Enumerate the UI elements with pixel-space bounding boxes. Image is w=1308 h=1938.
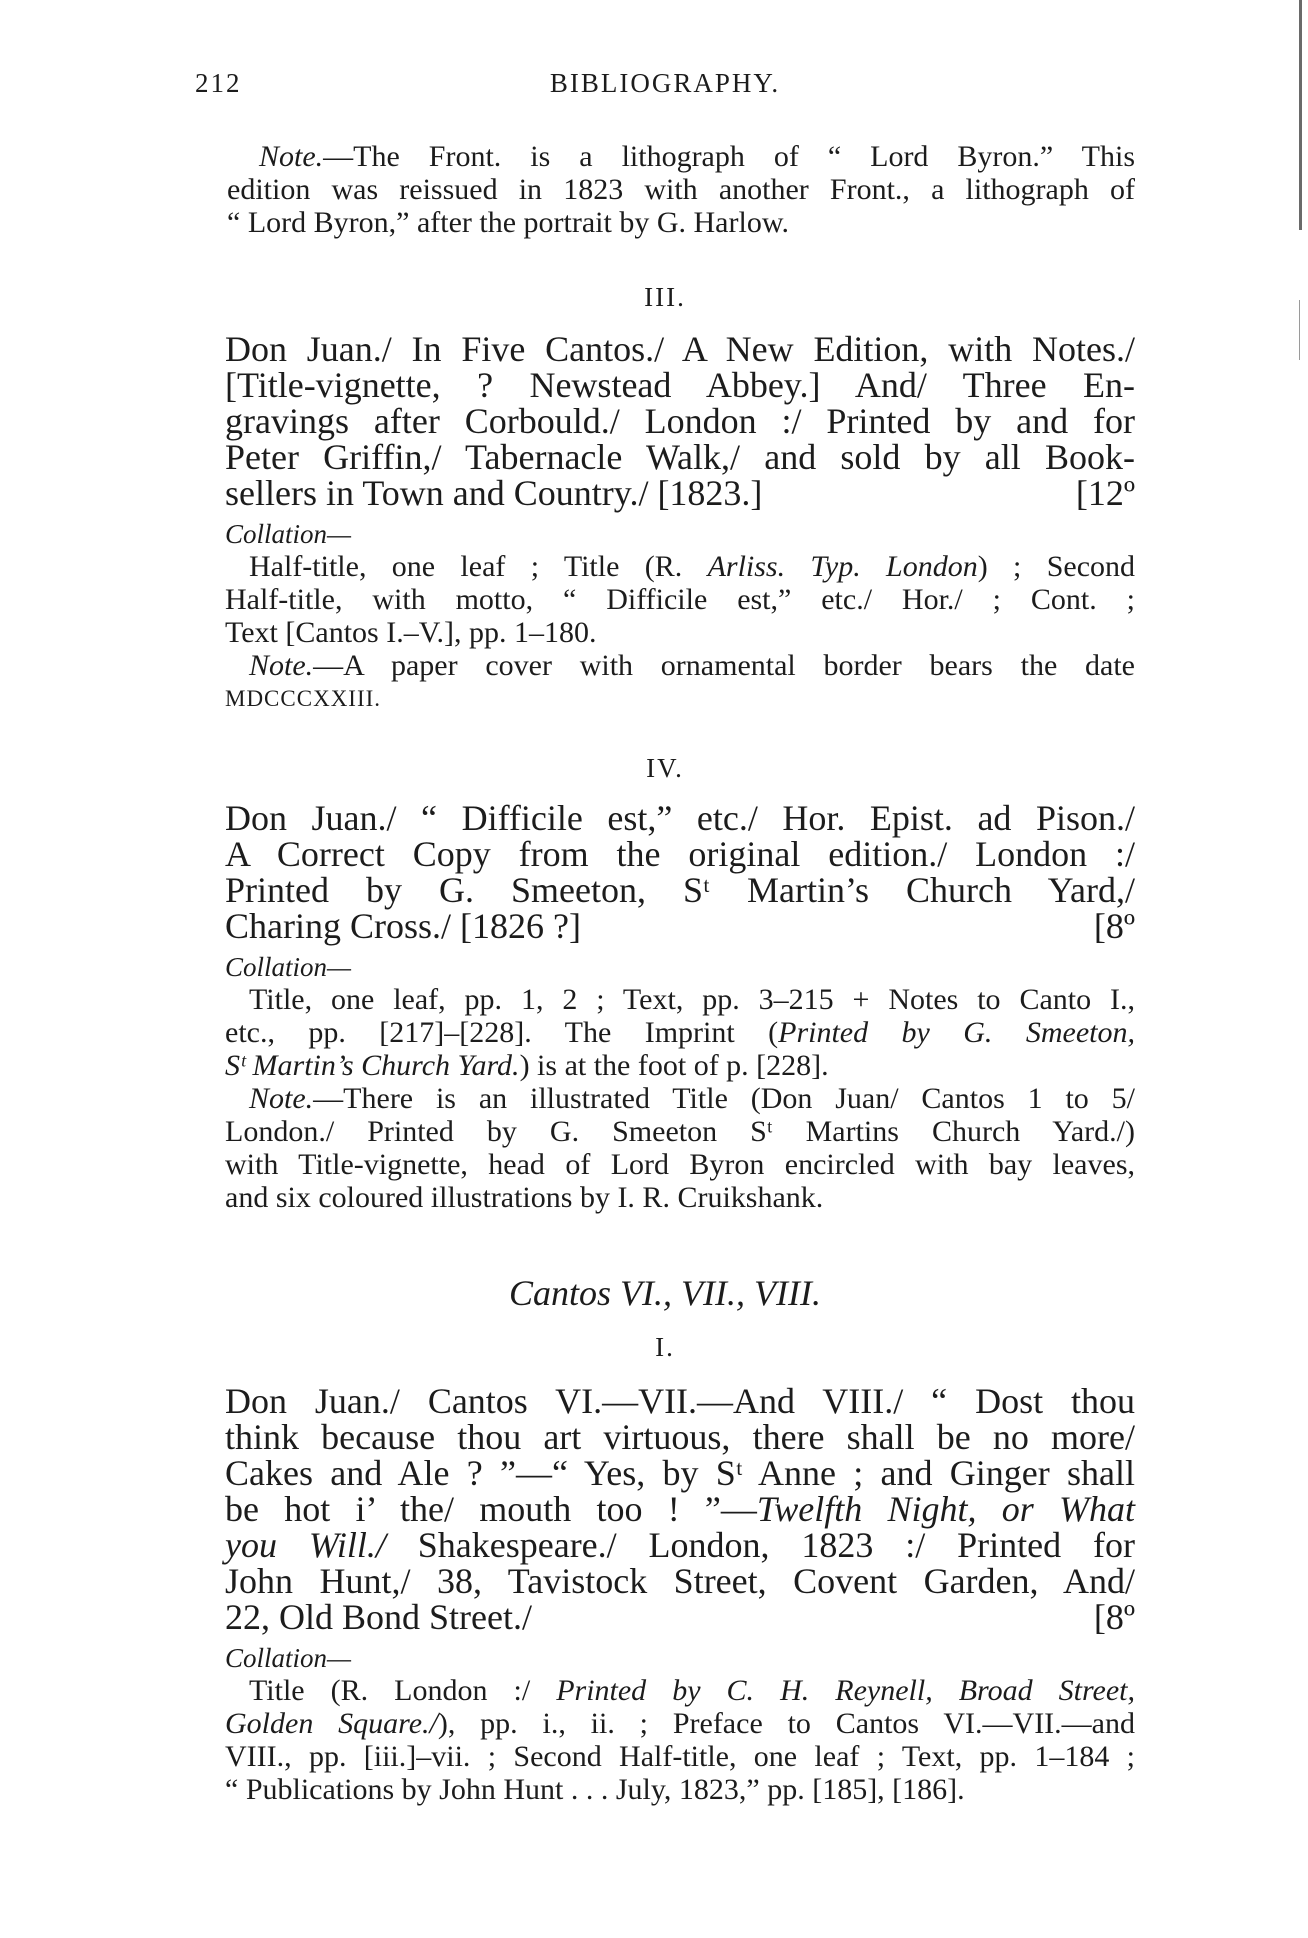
title-line: Don Juan./ “ Difficile est,” etc./ Hor. Epist. ad Pison./	[225, 798, 1135, 838]
note-line: “ Lord Byron,” after the portrait by G. Harlow.	[227, 206, 790, 239]
collation-line: Text [Cantos I.–V.], pp. 1–180.	[225, 616, 597, 649]
note-date: MDCCCXXIII.	[225, 686, 382, 711]
title-line: sellers in Town and Country./ [1823.]	[225, 473, 763, 513]
collation-text: etc., pp. [217]–[228]. The Imprint (	[225, 1016, 779, 1049]
title-quote-source: you Will./	[225, 1525, 386, 1565]
entry-title	[195, 800, 1135, 944]
note-label: Note.	[249, 1082, 314, 1115]
collation-line: VIII., pp. [iii.]–vii. ; Second Half-title, one leaf ; Text, pp. 1–184 ;	[225, 1740, 1135, 1773]
collation-text: ), pp. i., ii. ; Preface to Cantos VI.—VII.—and	[437, 1707, 1135, 1740]
note-line: —A paper cover with ornamental border bears the date	[313, 649, 1135, 682]
entry-numeral: III.	[644, 282, 686, 312]
note-line: —There is an illustrated Title (Don Juan/ Cantos 1 to 5/	[313, 1082, 1135, 1115]
collation-imprint: Golden Square./	[225, 1707, 438, 1740]
title-line: Don Juan./ Cantos VI.—VII.—And VIII./ “ Dost thou	[225, 1381, 1135, 1421]
title-line: Peter Griffin,/ Tabernacle Walk,/ and sold by all Book-	[225, 437, 1135, 477]
entry-title	[195, 331, 1135, 511]
collation-line: Half-title, with motto, “ Difficile est,” etc./ Hor./ ; Cont. ;	[225, 583, 1135, 616]
title-quote-source: Twelfth Night, or What	[756, 1489, 1135, 1529]
title-text: Shakespeare./ London, 1823 :/ Printed for	[385, 1525, 1135, 1565]
page-header	[195, 68, 1135, 108]
collation-text: ) ; Second	[977, 550, 1136, 583]
note-line: and six coloured illustrations by I. R. Cruikshank.	[225, 1181, 824, 1214]
title-line: 22, Old Bond Street./	[225, 1597, 532, 1637]
title-line: Printed by G. Smeeton, Sᵗ Martin’s Church Yard,/	[225, 870, 1135, 910]
collation-block	[195, 550, 1135, 715]
collation-block	[195, 983, 1135, 1214]
title-text: be hot i’ the/ mouth too ! ”—	[225, 1489, 757, 1529]
collation-text: ) is at the foot of p. [228].	[519, 1049, 829, 1082]
title-line: Charing Cross./ [1826 ?]	[225, 906, 581, 946]
title-line: think because thou art virtuous, there shall be no more/	[225, 1417, 1135, 1457]
title-line: Don Juan./ In Five Cantos./ A New Edition, with Notes./	[225, 329, 1135, 369]
title-line: A Correct Copy from the original edition./ London :/	[225, 834, 1135, 874]
collation-imprint: Arliss. Typ. London	[707, 550, 978, 583]
collation-imprint: Printed by C. H. Reynell, Broad Street,	[556, 1674, 1135, 1707]
section-heading: Cantos VI., VII., VIII.	[509, 1273, 821, 1313]
collation-line: “ Publications by John Hunt . . . July, 1823,” pp. [185], [186].	[225, 1773, 965, 1806]
title-line: [Title-vignette, ? Newstead Abbey.] And/ Three En-	[225, 365, 1135, 405]
collation-text: Title (R. London :/	[249, 1674, 557, 1707]
format-mark: [8º	[1093, 1597, 1135, 1637]
collation-label: Collation—	[225, 952, 352, 982]
entry-title	[195, 1383, 1135, 1635]
title-line: John Hunt,/ 38, Tavistock Street, Covent Garden, And/	[225, 1561, 1135, 1601]
note-label: Note.	[259, 140, 324, 173]
page-number: 212	[195, 68, 242, 98]
collation-block	[195, 1674, 1135, 1806]
collation-line: Title, one leaf, pp. 1, 2 ; Text, pp. 3–215 + Notes to Canto I.,	[249, 983, 1135, 1016]
collation-text: Half-title, one leaf ; Title (R.	[249, 550, 708, 583]
collation-imprint: Printed by G. Smeeton,	[778, 1016, 1135, 1049]
note-label: Note.	[249, 649, 314, 682]
page-edge-mark	[1299, 300, 1300, 360]
format-mark: [12º	[1075, 473, 1135, 513]
page-edge-mark	[1299, 0, 1302, 230]
note-line: London./ Printed by G. Smeeton Sᵗ Martins Church Yard./)	[225, 1115, 1135, 1148]
title-line: Cakes and Ale ? ”—“ Yes, by Sᵗ Anne ; and Ginger shall	[225, 1453, 1135, 1493]
running-title: BIBLIOGRAPHY.	[549, 68, 781, 98]
collation-label: Collation—	[225, 519, 352, 549]
note-line: edition was reissued in 1823 with another Front., a lithograph of	[227, 173, 1135, 206]
note-line: —The Front. is a lithograph of “ Lord Byron.” This	[323, 140, 1135, 173]
note-line: with Title-vignette, head of Lord Byron encircled with bay leaves,	[225, 1148, 1135, 1181]
page-body	[195, 140, 1135, 1806]
format-mark: [8º	[1093, 906, 1135, 946]
collation-label: Collation—	[225, 1643, 352, 1673]
entry-numeral: IV.	[646, 753, 684, 783]
collation-imprint: Sᵗ Martin’s Church Yard.	[225, 1049, 520, 1082]
title-line: gravings after Corbould./ London :/ Printed by and for	[225, 401, 1135, 441]
entry-numeral: I.	[655, 1332, 675, 1362]
intro-note	[195, 140, 1135, 239]
